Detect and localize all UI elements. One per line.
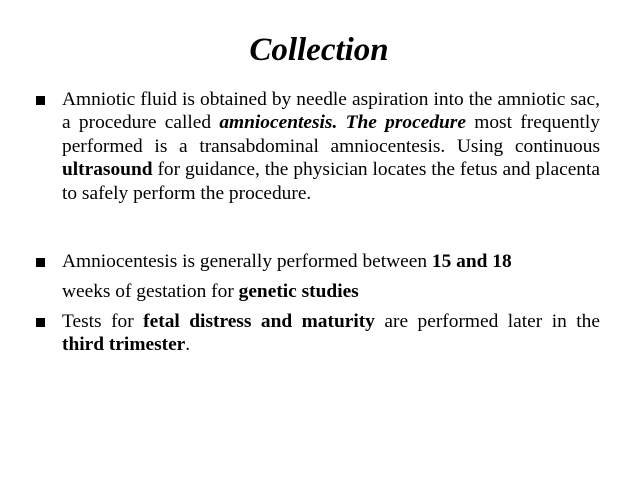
emphasis-fetal-distress: fetal distress and maturity	[143, 311, 375, 332]
square-bullet-icon	[36, 258, 45, 267]
emphasis-third-trimester: third trimester	[62, 334, 186, 356]
text-run: most frequently performed is a transabdominal amniocentesis. Using continuous	[62, 112, 600, 157]
bullet-text	[62, 310, 600, 357]
bullet-text	[62, 88, 600, 205]
text-run: Amniotic fluid is obtained by needle aspiration into the amniotic sac, a procedure called	[62, 89, 600, 134]
bullet-item-amniotic-fluid	[36, 88, 600, 205]
bullet-item-timing	[36, 250, 600, 273]
continuation-line	[62, 280, 600, 303]
text-run: weeks of gestation for	[62, 281, 239, 302]
square-bullet-icon	[36, 96, 45, 105]
slide-title: Collection	[249, 32, 389, 68]
bullet-text	[62, 250, 600, 273]
emphasis-weeks-range: 15 and 18	[431, 251, 512, 272]
emphasis-genetic-studies: genetic studies	[238, 281, 359, 302]
emphasis-amniocentesis: amniocentesis. The procedure	[219, 112, 466, 134]
text-run: Amniocentesis is generally performed between	[62, 251, 432, 272]
emphasis-ultrasound: ultrasound	[62, 159, 153, 181]
text-run: for guidance, the physician locates the fetus and placenta to safely perform the procedure.	[62, 159, 600, 204]
bullet-item-tests	[36, 310, 600, 357]
text-run: Tests for	[62, 311, 144, 332]
square-bullet-icon	[36, 318, 45, 327]
text-run: .	[185, 334, 191, 356]
text-run: are performed later in the	[374, 311, 600, 332]
